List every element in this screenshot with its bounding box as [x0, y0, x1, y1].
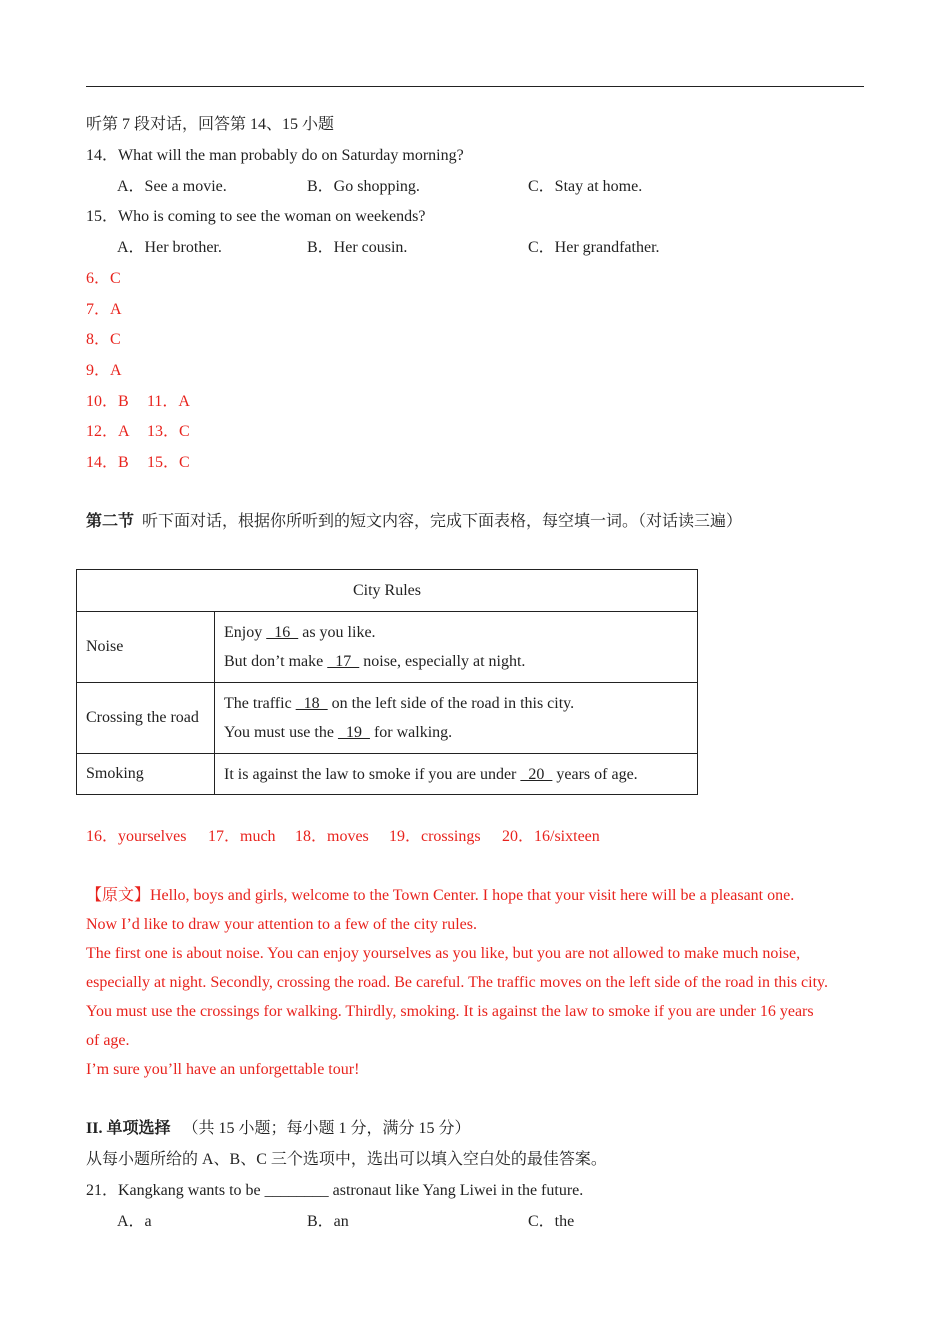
table-row: [77, 683, 698, 754]
part2-heading: [86, 512, 742, 532]
table-title: City Rules: [77, 570, 698, 612]
blank-16: 16: [266, 624, 299, 641]
transcript-line: You must use the crossings for walking. Thirdly, smoking. It is against the law to smoke if you are under 16 years: [86, 1003, 814, 1020]
table-row: [77, 754, 698, 795]
part2-instruction: 听下面对话，根据你所听到的短文内容，完成下面表格，每空填一词。（对话读三遍）: [142, 513, 743, 530]
blank-20: 20: [520, 765, 553, 783]
row-label: Crossing the road: [77, 683, 215, 754]
city-rules-table: [76, 569, 698, 795]
q21-option-c: C．the: [528, 1213, 575, 1230]
blank-18: 18: [295, 695, 328, 712]
row-label: Noise: [77, 612, 215, 683]
table-row: [77, 612, 698, 683]
q21-option-b: B．an: [307, 1213, 349, 1230]
answer-16: 16．yourselves: [86, 828, 187, 845]
q15-option-c: C．Her grandfather.: [528, 239, 660, 256]
q21-option-a: A．a: [117, 1213, 152, 1230]
answer-15: 15．C: [147, 454, 190, 471]
answer-20: 20．16/sixteen: [502, 828, 600, 845]
row-label: Smoking: [77, 754, 215, 795]
blank-19: 19: [337, 724, 370, 741]
section-2-title: II. 单项选择: [86, 1120, 171, 1137]
transcript-line: of age.: [86, 1032, 130, 1049]
answer-14: 14．B: [86, 454, 129, 471]
answer-13: 13．C: [147, 423, 190, 440]
section-intro: 听第 7 段对话，回答第 14、15 小题: [86, 116, 335, 133]
transcript-line: Now I’d like to draw your attention to a few of the city rules.: [86, 916, 477, 933]
answer-8: 8．C: [86, 331, 121, 348]
part2-label: 第二节: [86, 513, 135, 530]
q15-option-b: B．Her cousin.: [307, 239, 408, 256]
answer-9: 9．A: [86, 362, 122, 379]
transcript-line: especially at night. Secondly, crossing the road. Be careful. The traffic moves on the left side of the road in this city.: [86, 974, 829, 991]
section-2-note: （共 15 小题；每小题 1 分，满分 15 分）: [182, 1120, 471, 1137]
question-21-stem: 21．Kangkang wants to be ________ astronaut like Yang Liwei in the future.: [86, 1182, 584, 1199]
transcript-line: 【原文】Hello, boys and girls, welcome to the Town Center. I hope that your visit here will be a pleasant one.: [86, 887, 795, 904]
q14-option-c: C．Stay at home.: [528, 178, 643, 195]
answer-7: 7．A: [86, 301, 122, 318]
q15-option-a: A．Her brother.: [117, 239, 222, 256]
blank-17: 17: [327, 653, 360, 670]
answer-10: 10．B: [86, 393, 129, 410]
header-rule: [86, 86, 864, 87]
q14-option-a: A．See a movie.: [117, 178, 227, 195]
transcript-line: The first one is about noise. You can enjoy yourselves as you like, but you are not allowed to make much noise,: [86, 945, 801, 962]
section-2-heading: [86, 1119, 470, 1139]
answer-19: 19．crossings: [389, 828, 481, 845]
answer-6: 6．C: [86, 270, 121, 287]
row-content: The traffic 18 on the left side of the road in this city. You must use the 19 for walking.: [215, 683, 698, 754]
q14-option-b: B．Go shopping.: [307, 178, 420, 195]
answer-18: 18．moves: [295, 828, 369, 845]
answer-17: 17．much: [208, 828, 276, 845]
answer-12: 12．A: [86, 423, 130, 440]
answer-11: 11．A: [147, 393, 190, 410]
row-content: It is against the law to smoke if you are under 20 years of age.: [215, 754, 698, 795]
transcript-line: I’m sure you’ll have an unforgettable tour!: [86, 1061, 360, 1078]
section-2-instruction: 从每小题所给的 A、B、C 三个选项中，选出可以填入空白处的最佳答案。: [86, 1151, 607, 1168]
question-14-stem: 14．What will the man probably do on Saturday morning?: [86, 147, 464, 164]
question-15-stem: 15．Who is coming to see the woman on weekends?: [86, 208, 426, 225]
row-content: Enjoy 16 as you like. But don’t make 17 noise, especially at night.: [215, 612, 698, 683]
